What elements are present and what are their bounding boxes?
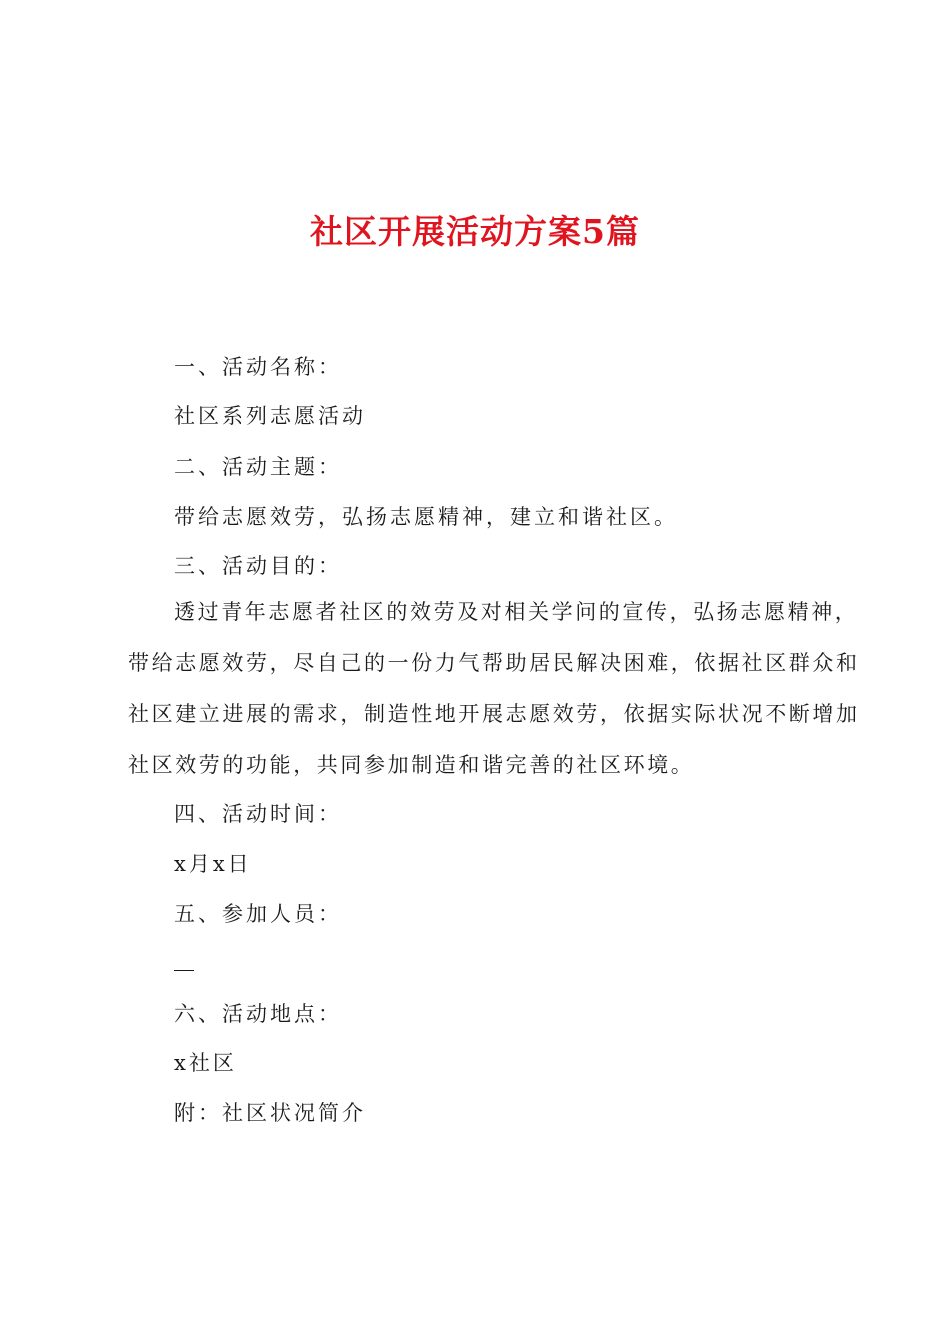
section-theme-heading: 二、活动主题： — [174, 455, 342, 479]
section-time-value: x月x日 — [174, 852, 252, 876]
purpose-paragraph-line: 社区建立进展的需求，制造性地开展志愿效劳，依据实际状况不断增加 — [128, 702, 860, 726]
section-purpose-heading: 三、活动目的： — [174, 554, 342, 578]
purpose-paragraph-line: 带给志愿效劳，尽自己的一份力气帮助居民解决困难，依据社区群众和 — [128, 651, 860, 675]
section-name-heading: 一、活动名称： — [174, 355, 342, 379]
purpose-paragraph-line: 透过青年志愿者社区的效劳及对相关学问的宣传，弘扬志愿精神， — [174, 600, 859, 624]
section-place-value: x社区 — [174, 1051, 237, 1075]
section-theme-value: 带给志愿效劳，弘扬志愿精神，建立和谐社区。 — [174, 505, 678, 529]
purpose-paragraph — [128, 587, 860, 791]
purpose-paragraph-line: 社区效劳的功能，共同参加制造和谐完善的社区环境。 — [128, 753, 695, 777]
section-name-value: 社区系列志愿活动 — [174, 404, 366, 428]
people-blank-dash — [174, 970, 194, 971]
section-people-heading: 五、参加人员： — [174, 902, 342, 926]
section-time-heading: 四、活动时间： — [174, 802, 342, 826]
appendix-line: 附：社区状况简介 — [174, 1101, 366, 1125]
section-place-heading: 六、活动地点： — [174, 1002, 342, 1026]
document-title: 社区开展活动方案5篇 — [310, 212, 640, 251]
